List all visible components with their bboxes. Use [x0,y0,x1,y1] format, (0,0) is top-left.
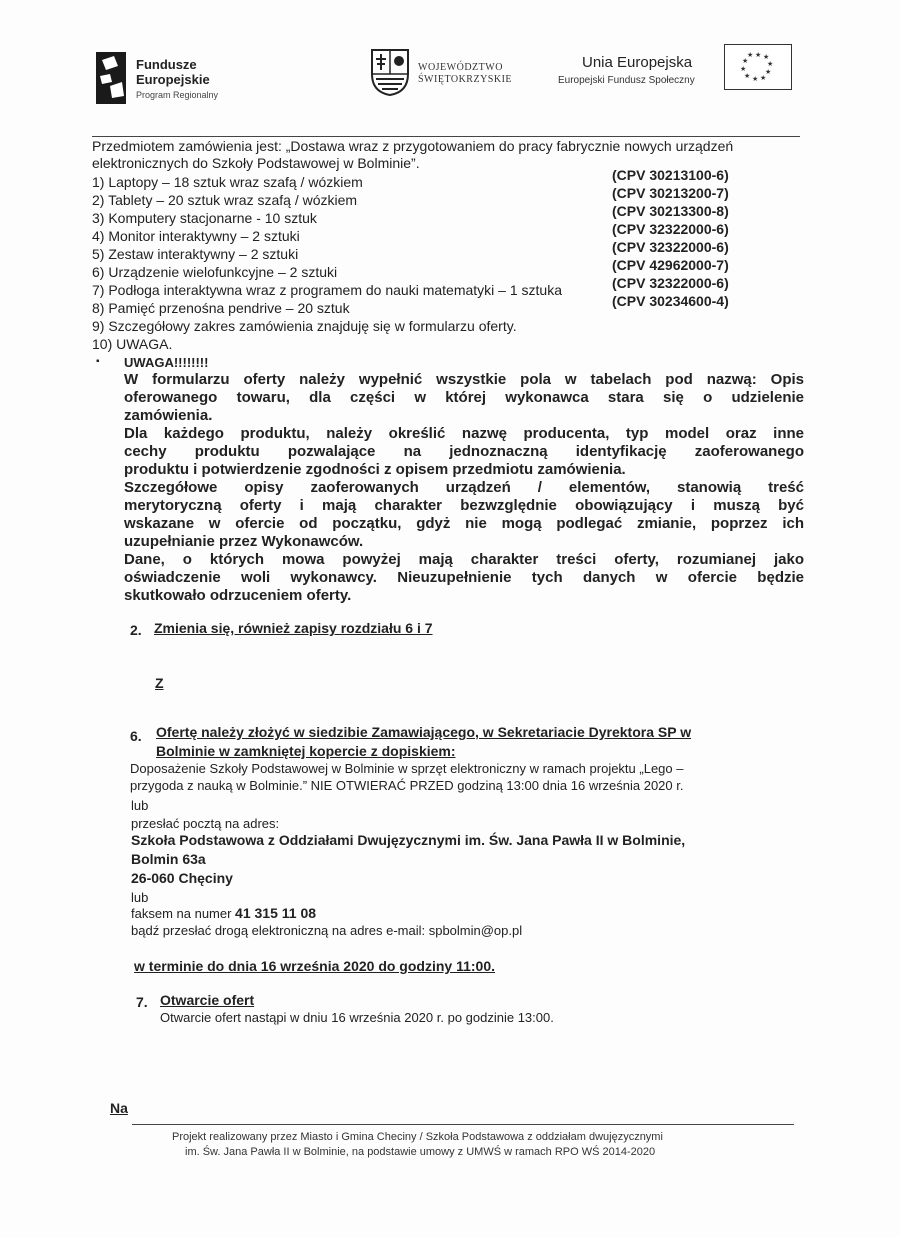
uwaga-line: Dane, o których mowa powyżej mają charakter treści oferty, rozumianej jako [124,551,804,568]
list-item: 8) Pamięć przenośna pendrive – 20 sztuk [92,300,350,316]
cpv-code: (CPV 32322000-6) [612,239,729,255]
address-line-1: Szkoła Podstawowa z Oddziałami Dwujęzycznymi im. Św. Jana Pawła II w Bolminie, [131,832,686,848]
svg-text:★: ★ [755,51,762,59]
footer-line-2: im. Św. Jana Pawła II w Bolminie, na podstawie umowy z UMWŚ w ramach RPO WŚ 2014-2020 [185,1146,656,1158]
uwaga-line: uzupełnianie przez Wykonawców. [124,533,364,550]
section-6-lub-2: lub [131,890,149,905]
uwaga-line: Dla każdego produktu, należy określić nazwę producenta, typ model oraz inne [124,425,804,442]
cpv-code: (CPV 30234600-4) [612,293,729,309]
deadline: w terminie do dnia 16 września 2020 do godziny 11:00. [134,958,496,974]
list-item: 3) Komputery stacjonarne - 10 sztuk [92,210,317,226]
header-divider [92,136,800,137]
intro-line2: elektronicznych do Szkoły Podstawowej w Bolminie”. [92,155,420,171]
uwaga-line: wskazane w ofercie od początku, gdyż nie mogą podlegać zmianie, poprzez ich [124,515,804,532]
footer-line-1: Projekt realizowany przez Miasto i Gmina Checiny / Szkoła Podstawowa z oddziałam dwujęzycznymi [172,1131,663,1143]
svg-text:★: ★ [742,57,749,65]
list-item: 1) Laptopy – 18 sztuk wraz szafą / wózkiem [92,174,363,190]
uwaga-line: W formularzu oferty należy wypełnić wszystkie pola w tabelach pod nazwą: Opis [124,371,804,388]
cpv-code: (CPV 30213200-7) [612,185,729,201]
section-2-title: Zmienia się, również zapisy rozdziału 6 i 7 [154,620,433,636]
section-6-title-1: Ofertę należy złożyć w siedzibie Zamawiającego, w Sekretariacie Dyrektora SP w [156,724,692,740]
cpv-code: (CPV 32322000-6) [612,221,729,237]
section-2-number: 2. [130,622,142,638]
na-text: Na [110,1100,128,1116]
section-6-lub-1: lub [131,798,149,813]
ue-subtitle: Europejski Fundusz Społeczny [558,75,695,86]
uwaga-line: oferowanego towaru, dla części w której wykonawca stara się o udzielenie [124,389,804,406]
list-item: 4) Monitor interaktywny – 2 sztuki [92,228,300,244]
uwaga-heading: UWAGA!!!!!!!! [124,355,209,370]
fe-line1: Fundusze [136,57,197,72]
section-6-number: 6. [130,728,142,744]
list-item: 2) Tablety – 20 sztuk wraz szafą / wózkiem [92,192,358,208]
fax-line [131,905,316,922]
svg-text:★: ★ [744,72,751,80]
uwaga-line: merytoryczną oferty i mają charakter bezwzględnie obowiązujący i muszą być [124,497,804,514]
fax-number: 41 315 11 08 [235,905,317,921]
uwaga-bullet: ▪ [96,356,100,367]
list-item: 5) Zestaw interaktywny – 2 sztuki [92,246,299,262]
list-item: 7) Podłoga interaktywna wraz z programem do nauki matematyki – 1 sztuka [92,282,562,298]
svg-text:★: ★ [752,75,759,83]
section-6-title-2: Bolminie w zamkniętej kopercie z dopiskiem: [156,743,456,759]
fundusze-europejskie-logo [96,52,236,104]
section-6-send: przesłać pocztą na adres: [131,816,280,831]
uwaga-line: Szczegółowe opisy zaoferowanych urządzeń / elementów, stanowią treść [124,479,804,496]
list-item: 9) Szczegółowy zakres zamówienia znajduję się w formularzu oferty. [92,318,517,334]
svg-text:★: ★ [763,53,770,61]
cpv-code: (CPV 32322000-6) [612,275,729,291]
fe-line3: Program Regionalny [136,90,219,100]
list-item: 10) UWAGA. [92,336,173,352]
uwaga-line: oświadczenie woli wykonawcy. Nieuzupełnienie tych danych w ofercie będzie [124,569,804,586]
address-line-3: 26-060 Chęciny [131,870,233,886]
list-item: 6) Urządzenie wielofunkcyjne – 2 sztuki [92,264,338,280]
svg-text:★: ★ [740,65,747,73]
cpv-code: (CPV 42962000-7) [612,257,729,273]
coat-of-arms-icon [370,48,410,96]
fe-logo-icon [96,52,126,104]
section-6-line-2: przygoda z nauką w Bolminie.” NIE OTWIERAĆ PRZED godziną 13:00 dnia 16 września 2020 r. [130,778,684,793]
address-line-2: Bolmin 63a [131,851,206,867]
email-line: bądź przesłać drogą elektroniczną na adres e-mail: spbolmin@op.pl [131,923,523,938]
woj-line2: ŚWIĘTOKRZYSKIE [418,74,513,85]
cpv-code: (CPV 30213300-8) [612,203,729,219]
wojewodztwo-logo [370,48,520,98]
svg-text:★: ★ [760,74,767,82]
section-6-line-1: Doposażenie Szkoły Podstawowej w Bolminie w sprzęt elektroniczny w ramach projektu „Lego – [130,761,684,776]
fax-prefix: faksem na numer [131,906,236,921]
ue-title: Unia Europejska [582,54,693,71]
uwaga-line: produktu i potwierdzenie zgodności z opisem przedmiotu zamówienia. [124,461,626,478]
footer-divider [132,1124,794,1125]
intro-line1: Przedmiotem zamówienia jest: „Dostawa wraz z przygotowaniem do pracy fabrycznie nowych urządzeń [92,138,734,154]
section-7-text: Otwarcie ofert nastąpi w dniu 16 września 2020 r. po godzinie 13:00. [160,1010,554,1025]
cpv-code: (CPV 30213100-6) [612,167,729,183]
uwaga-line: skutkowało odrzuceniem oferty. [124,587,352,604]
section-7-number: 7. [136,994,148,1010]
eu-flag-icon [724,44,792,90]
uwaga-line: cechy produktu pozwalające na jednoznaczną identyfikację zaoferowanego [124,443,804,460]
svg-text:★: ★ [747,51,754,59]
svg-text:★: ★ [767,60,774,68]
fe-line2: Europejskie [136,72,210,87]
uwaga-line: zamówienia. [124,407,213,424]
section-7-title: Otwarcie ofert [160,992,255,1008]
z-letter: Z [155,675,164,691]
woj-line1: WOJEWÓDZTWO [418,62,503,73]
svg-text:★: ★ [765,68,772,76]
